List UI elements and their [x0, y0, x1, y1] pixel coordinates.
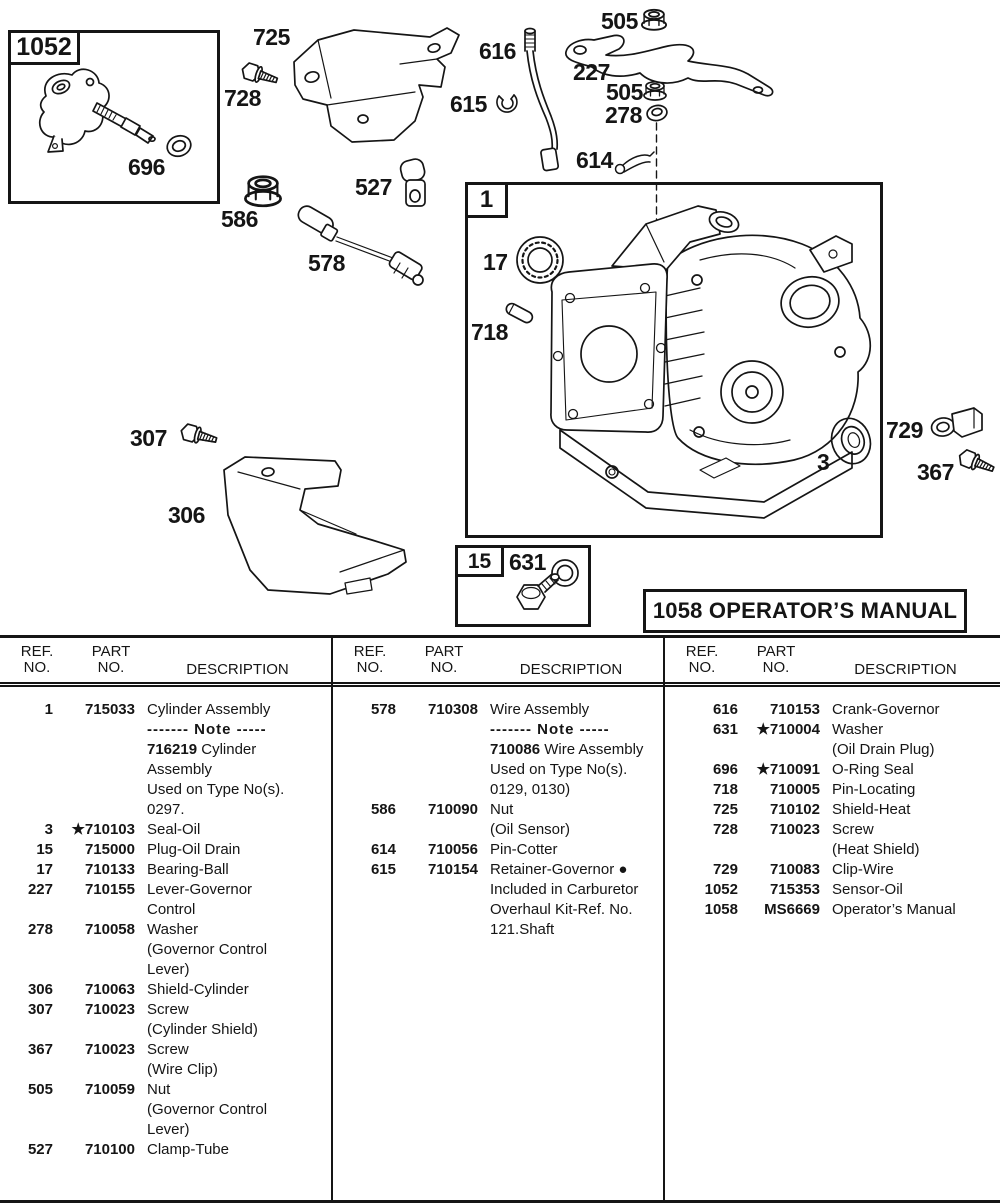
ref-no: 631: [712, 721, 738, 738]
part-no: 710090: [427, 801, 478, 818]
table-row: [0, 820, 331, 840]
header-ref: REF. NO.: [353, 643, 387, 676]
callout-278: 278: [605, 102, 642, 128]
callout-725: 725: [253, 24, 290, 50]
ref-no: 367: [27, 1041, 53, 1058]
table-row: [333, 700, 665, 800]
screw-drawing: [957, 448, 996, 476]
part-no: 715353: [769, 881, 820, 898]
heat-shield-drawing: [294, 28, 459, 142]
part-no: 710102: [769, 801, 820, 818]
box-label-15: 15: [455, 545, 504, 577]
description: Shield-Heat: [832, 801, 911, 818]
description: Operator’s Manual: [832, 901, 956, 918]
callout-527: 527: [355, 174, 392, 200]
crankcase-detail-box: [465, 182, 883, 538]
ref-no: 307: [27, 1001, 53, 1018]
parts-table: [0, 635, 1000, 1203]
table-row: [665, 780, 1000, 800]
callout-616: 616: [479, 38, 516, 64]
table-row: [0, 840, 331, 860]
ref-no: 586: [370, 801, 396, 818]
ref-no: 1058: [704, 901, 738, 918]
header-part: PART NO.: [756, 643, 796, 676]
ref-no: 578: [370, 701, 396, 718]
table-header: [333, 638, 665, 687]
wire-clip-drawing: [930, 408, 982, 438]
callout-729: 729: [886, 417, 923, 443]
table-header: [665, 638, 1000, 687]
box-label-1: 1: [465, 182, 508, 218]
table-column-1: [0, 638, 331, 1200]
callout-631: 631: [509, 549, 546, 575]
callout-17: 17: [483, 249, 508, 275]
retainer-clip-drawing: [497, 95, 517, 112]
callout-586: 586: [221, 206, 258, 232]
description: Seal-Oil: [147, 821, 201, 838]
callout-367: 367: [917, 459, 954, 485]
part-no: 710023: [84, 1001, 135, 1018]
description: Retainer-Governor ● Included in Carburetor Overhaul Kit-Ref. No. 121.Shaft: [490, 861, 639, 938]
ref-no: 616: [712, 701, 738, 718]
description: Wire Assembly ------- Note ----- 710086 Wire Assembly Used on Type No(s). 0129, 0130): [490, 701, 644, 798]
table-row: [665, 760, 1000, 780]
table-row: [0, 1080, 331, 1140]
description: Nut (Governor Control Lever): [147, 1081, 268, 1138]
nut-drawing: [245, 177, 280, 206]
callout-696: 696: [128, 154, 165, 180]
table-row: [0, 880, 331, 920]
washer-drawing: [646, 104, 669, 123]
callout-505b: 505: [606, 79, 643, 105]
description: Lever-Governor Control: [147, 881, 253, 918]
part-no: 710100: [84, 1141, 135, 1158]
callout-306: 306: [168, 502, 205, 528]
part-no: 710005: [769, 781, 820, 798]
table-row: [0, 860, 331, 880]
part-no: 710023: [769, 821, 820, 838]
screw-drawing: [179, 423, 218, 448]
nut-drawing: [642, 10, 666, 30]
callout-615: 615: [450, 91, 487, 117]
part-no: ★710004: [756, 721, 820, 738]
callout-728: 728: [224, 85, 261, 111]
ref-no: 3: [44, 821, 53, 838]
description: Screw (Wire Clip): [147, 1041, 218, 1078]
table-row: [0, 1040, 331, 1080]
table-row: [665, 880, 1000, 900]
operators-manual-label: 1058 OPERATOR’S MANUAL: [643, 589, 967, 633]
ref-no: 17: [36, 861, 53, 878]
ref-no: 729: [712, 861, 738, 878]
clamp-drawing: [399, 157, 426, 206]
callout-3: 3: [817, 449, 830, 475]
header-description: DESCRIPTION: [519, 661, 623, 678]
ref-no: 527: [27, 1141, 53, 1158]
callout-505a: 505: [601, 8, 638, 34]
callout-578: 578: [308, 250, 345, 276]
description: Bearing-Ball: [147, 861, 229, 878]
header-description: DESCRIPTION: [854, 661, 957, 678]
description: Washer (Oil Drain Plug): [832, 721, 935, 758]
table-row: [0, 700, 331, 820]
part-no: 710063: [84, 981, 135, 998]
part-no: 715033: [84, 701, 135, 718]
ref-no: 505: [27, 1081, 53, 1098]
table-body: [665, 687, 1000, 920]
cylinder-shield-drawing: [224, 457, 406, 594]
ref-no: 615: [370, 861, 396, 878]
description: Pin-Cotter: [490, 841, 558, 858]
table-row: [333, 860, 665, 940]
table-row: [333, 840, 665, 860]
ref-no: 227: [27, 881, 53, 898]
callout-227: 227: [573, 59, 610, 85]
callout-614: 614: [576, 147, 613, 173]
table-row: [333, 800, 665, 840]
ref-no: 725: [712, 801, 738, 818]
ref-no: 15: [36, 841, 53, 858]
part-no: ★710091: [756, 761, 820, 778]
description: Crank-Governor: [832, 701, 940, 718]
part-no: 710308: [427, 701, 478, 718]
description: O-Ring Seal: [832, 761, 914, 778]
screw-drawing: [240, 62, 279, 88]
table-row: [0, 1140, 331, 1160]
ref-no: 1: [44, 701, 53, 718]
table-row: [665, 860, 1000, 880]
sensor-detail-box: [8, 30, 220, 204]
table-row: [665, 700, 1000, 720]
part-no: 710133: [84, 861, 135, 878]
header-description: DESCRIPTION: [186, 661, 289, 678]
part-no: 710023: [84, 1041, 135, 1058]
table-row: [0, 1000, 331, 1040]
table-body: [0, 687, 331, 1160]
table-row: [665, 800, 1000, 820]
table-column-3: [663, 638, 1000, 1200]
header-part: PART NO.: [424, 643, 464, 676]
table-column-2: [331, 638, 665, 1200]
part-no: 710153: [769, 701, 820, 718]
ref-no: 728: [712, 821, 738, 838]
description: Screw (Cylinder Shield): [147, 1001, 258, 1038]
description: Nut (Oil Sensor): [490, 801, 571, 838]
table-body: [333, 687, 665, 940]
ref-no: 1052: [704, 881, 738, 898]
description: Clip-Wire: [832, 861, 894, 878]
governor-crank-drawing: [525, 29, 559, 171]
ref-no: 718: [712, 781, 738, 798]
part-no: 710056: [427, 841, 478, 858]
header-ref: REF. NO.: [685, 643, 719, 676]
table-row: [665, 900, 1000, 920]
part-no: 710154: [427, 861, 478, 878]
ref-no: 306: [27, 981, 53, 998]
table-row: [0, 920, 331, 980]
box-label-1052: 1052: [8, 30, 80, 65]
ref-no: 278: [27, 921, 53, 938]
description: Cylinder Assembly ------- Note ----- 716219 Cylinder Assembly Used on Type No(s). 0297.: [147, 701, 285, 818]
table-row: [0, 980, 331, 1000]
ref-no: 614: [370, 841, 396, 858]
part-no: 715000: [84, 841, 135, 858]
description: Washer (Governor Control Lever): [147, 921, 268, 978]
part-no: ★710103: [71, 821, 135, 838]
description: Shield-Cylinder: [147, 981, 249, 998]
table-header: [0, 638, 331, 687]
table-row: [665, 720, 1000, 760]
table-row: [665, 820, 1000, 860]
nut-drawing: [644, 82, 666, 100]
cotter-pin-drawing: [616, 152, 655, 174]
description: Plug-Oil Drain: [147, 841, 241, 858]
part-no: 710083: [769, 861, 820, 878]
part-no: 710058: [84, 921, 135, 938]
part-no: 710059: [84, 1081, 135, 1098]
description: Clamp-Tube: [147, 1141, 229, 1158]
callout-718: 718: [471, 319, 508, 345]
header-ref: REF. NO.: [20, 643, 54, 676]
description: Sensor-Oil: [832, 881, 903, 898]
description: Pin-Locating: [832, 781, 916, 798]
ref-no: 696: [712, 761, 738, 778]
callout-307: 307: [130, 425, 167, 451]
part-no: MS6669: [764, 901, 820, 918]
header-part: PART NO.: [91, 643, 131, 676]
part-no: 710155: [84, 881, 135, 898]
description: Screw (Heat Shield): [832, 821, 920, 858]
